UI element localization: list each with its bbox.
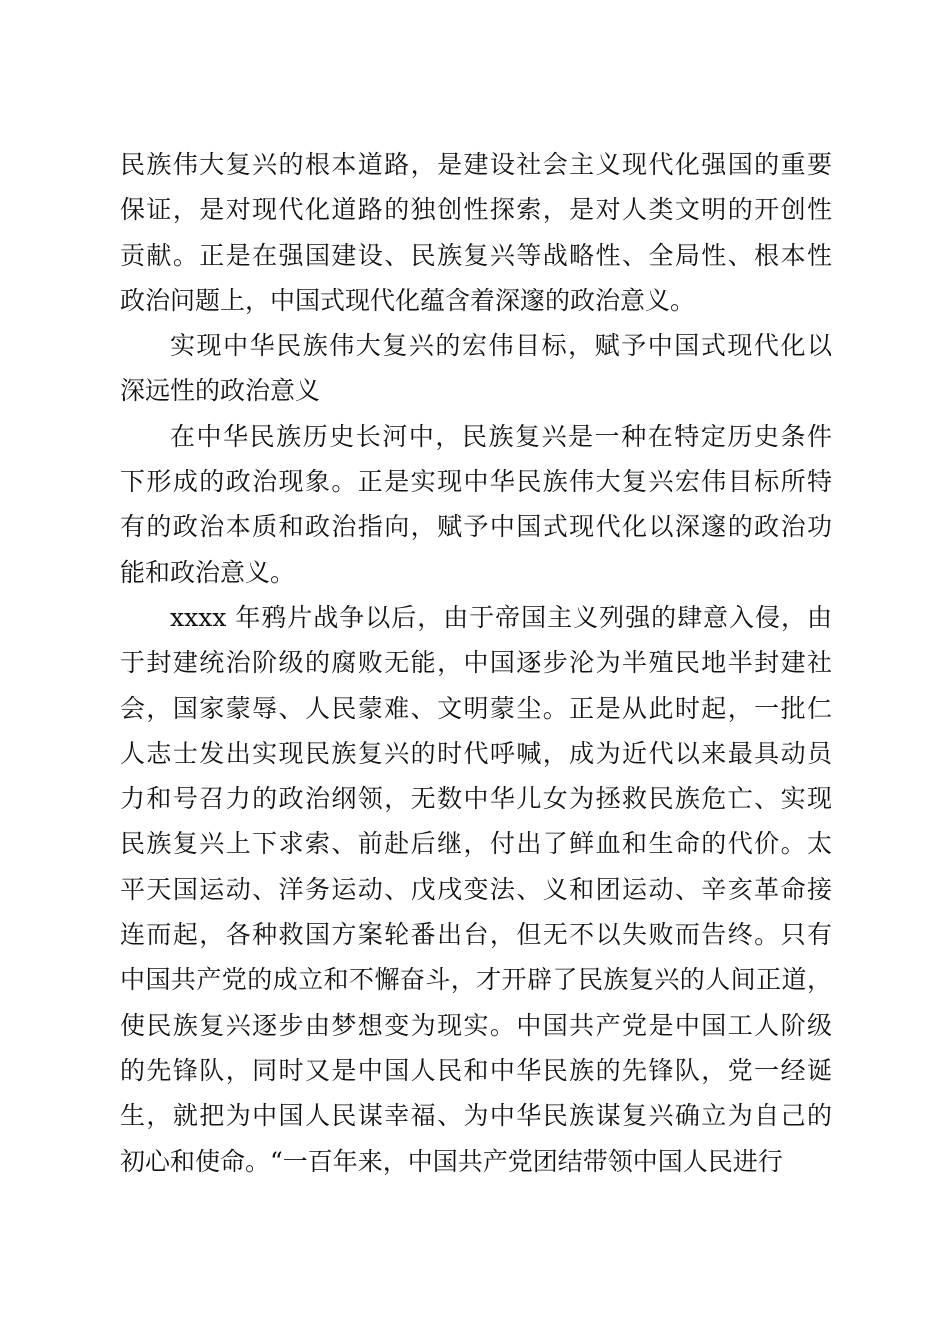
text-line: 初心和使命。“一百年来，中国共产党团结带领中国人民进行 — [120, 1146, 783, 1176]
text-line: 在中华民族历史长河中，民族复兴是一种在特定历史条件 — [170, 421, 832, 451]
text-line: 连而起，各种救国方案轮番出台，但无不以失败而告终。只有 — [120, 920, 832, 950]
text-line: 于封建统治阶级的腐败无能，中国逐步沦为半殖民地半封建社 — [120, 648, 832, 678]
text-line: 深远性的政治意义 — [120, 376, 321, 406]
text-line: 的先锋队，同时又是中国人民和中华民族的先锋队，党一经诞 — [120, 1055, 832, 1085]
paragraph — [120, 414, 832, 595]
text-line: 实现中华民族伟大复兴的宏伟目标，赋予中国式现代化以 — [170, 331, 832, 361]
text-line: 政治问题上，中国式现代化蕴含着深邃的政治意义。 — [120, 285, 696, 315]
text-line: 中国共产党的成立和不懈奋斗，才开辟了民族复兴的人间正道， — [120, 965, 832, 995]
paragraph — [120, 595, 832, 1184]
paragraph — [120, 142, 832, 323]
text-line: 保证，是对现代化道路的独创性探索，是对人类文明的开创性 — [120, 195, 832, 225]
text-line: 民族伟大复兴的根本道路，是建设社会主义现代化强国的重要 — [120, 150, 832, 179]
text-line: 力和号召力的政治纲领，无数中华儿女为拯救民族危亡、实现 — [120, 784, 832, 814]
text-line: 会，国家蒙辱、人民蒙难、文明蒙尘。正是从此时起，一批仁 — [120, 693, 832, 723]
text-line: 使民族复兴逐步由梦想变为现实。中国共产党是中国工人阶级 — [120, 1010, 832, 1040]
paragraph — [120, 323, 832, 414]
text-line: 能和政治意义。 — [120, 557, 296, 587]
text-line: 平天国运动、洋务运动、戊戌变法、义和团运动、辛亥革命接 — [120, 874, 832, 904]
text-line: 民族复兴上下求索、前赴后继，付出了鲜血和生命的代价。太 — [120, 829, 832, 859]
text-line: 贡献。正是在强国建设、民族复兴等战略性、全局性、根本性 — [120, 240, 832, 270]
text-line: 下形成的政治现象。正是实现中华民族伟大复兴宏伟目标所特 — [120, 467, 832, 497]
document-body — [120, 142, 832, 1184]
text-line: 人志士发出实现民族复兴的时代呼喊，成为近代以来最具动员 — [120, 738, 832, 768]
text-line: 有的政治本质和政治指向，赋予中国式现代化以深邃的政治功 — [120, 512, 832, 542]
text-line: xxxx 年鸦片战争以后，由于帝国主义列强的肆意入侵，由 — [170, 602, 832, 632]
text-line: 生，就把为中国人民谋幸福、为中华民族谋复兴确立为自己的 — [120, 1101, 832, 1131]
